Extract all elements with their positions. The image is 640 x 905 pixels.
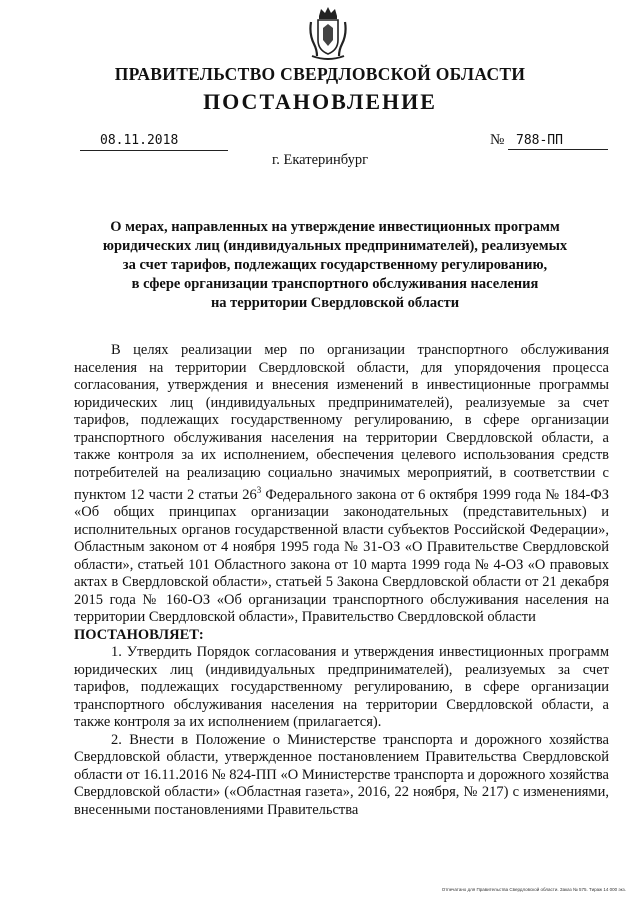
document-body [74, 342, 609, 819]
title-line: О мерах, направленных на утверждение инвестиционных программ [110, 219, 560, 235]
title-line: юридических лиц (индивидуальных предпринимателей), реализуемых [102, 238, 568, 254]
decree-word: ПОСТАНОВЛЯЕТ: [74, 626, 204, 643]
city: г. Екатеринбург [271, 152, 369, 168]
preamble-text-b: Федерального закона от 6 октября 1999 года № 184-ФЗ «Об общих принципах организации законодательных (представительных) и исполнительных органов государственной власти субъектов Российской Федерации», Областным законом от 4 ноября 1995 года № 31-ОЗ «О Правительстве Свердловской области», статьей 101 Областного закона от 10 марта 1999 года № 4-ОЗ «О правовых актах в Свердловской области», статьей 5 Закона Свердловской области от 21 декабря 2015 года № 160-ОЗ «Об организации транспортного обслуживания населения на территории Свердловской области», Правительство Свердловской области [74, 486, 609, 626]
date-field [80, 134, 228, 151]
preamble-paragraph [74, 342, 609, 627]
item-2: 2. Внести в Положение о Министерстве транспорта и дорожного хозяйства Свердловской области, утвержденное постановлением Правительства Свердловской области от 16.11.2016 № 824-ПП «О Министерстве транспорта и дорожного хозяйства Свердловской области» («Областная газета», 2016, 22 ноября, № 217) с изменениями, внесенными постановлениями Правительства [74, 731, 609, 818]
title-line: за счет тарифов, подлежащих государственному регулированию, [122, 257, 548, 273]
title-line: на территории Свердловской области [210, 295, 460, 311]
number-underline [508, 149, 608, 150]
article-superscript: 3 [256, 485, 262, 495]
document-title [60, 218, 610, 313]
organization-name: ПРАВИТЕЛЬСТВО СВЕРДЛОВСКОЙ ОБЛАСТИ [114, 64, 526, 84]
number-field [490, 134, 608, 150]
preamble-text-a: В целях реализации мер по организации транспортного обслуживания населения на территории Свердловской области, для упорядочения процесса согласования, утверждения и внесения изменений в инвестиционные программы юридических лиц (индивидуальных предпринимателей), реализуемые за счет тарифов, подлежащих государственному регулированию, в сфере организации транспортного обслуживания населения на территории Свердловской области, а также контроля за их исполнением, обеспечения целевого использования средств потребителей на реализацию социально значимых мероприятий, в соответствии с пунктом 12 части 2 статьи 26 [74, 342, 609, 503]
item-1: 1. Утвердить Порядок согласования и утверждения инвестиционных программ юридических лиц (индивидуальных предпринимателей), реализуемых за счет тарифов, подлежащих государственному регулированию, в сфере организации транспортного обслуживания населения на территории Свердловской области, а также контроля за их исполнением (прилагается). [74, 644, 609, 731]
print-note: Отпечатано для Правительства Свердловской области. Заказ № 575. Тираж 14 000 экз. [441, 887, 626, 892]
document-number: 788-ПП [516, 133, 563, 148]
title-line: в сфере организации транспортного обслуживания населения [131, 276, 539, 292]
document-type: ПОСТАНОВЛЕНИЕ [203, 89, 437, 114]
coat-of-arms-icon [308, 6, 348, 64]
number-sign: № [490, 132, 505, 148]
document-date: 08.11.2018 [100, 133, 179, 148]
